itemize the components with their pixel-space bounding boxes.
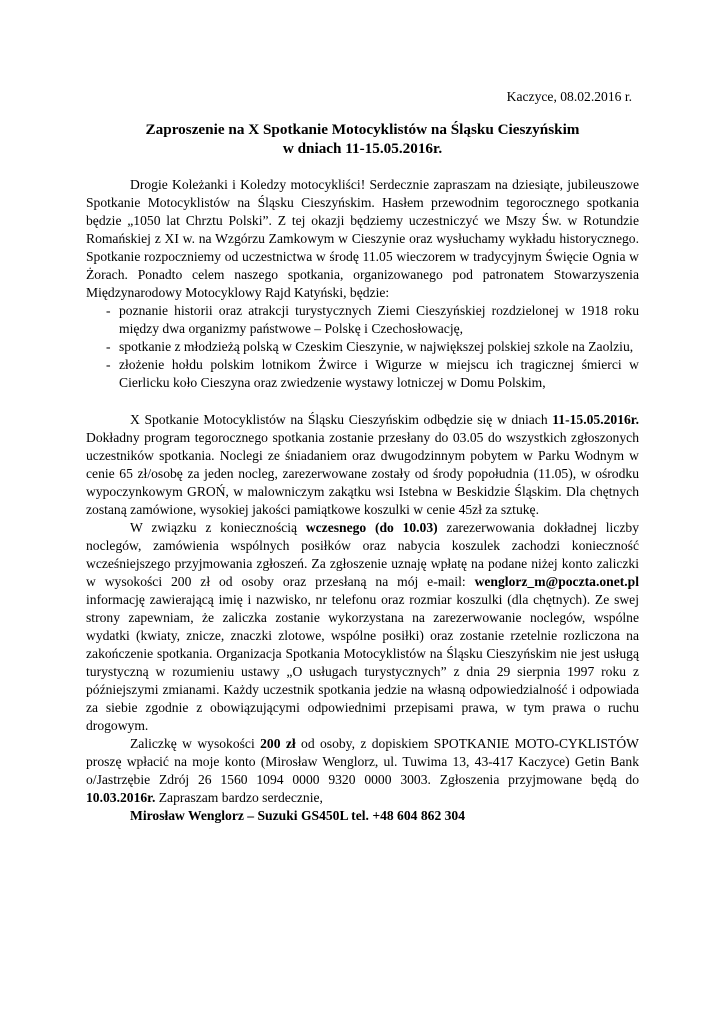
letter-body [86,176,639,825]
intro-paragraph: Drogie Koleżanki i Koledzy motocykliści! Serdecznie zapraszam na dziesiąte, jubileuszowe Spotkanie Motocyklistów na Śląsku Cieszyńskim. Hasłem przewodnim tegorocznego spotkania będzie „1050 lat Chrztu Polski”. Z tej okazji będziemy uczestniczyć we Mszy Św. w Rotundzie Romańskiej z XI w. na Wzgórzu Zamkowym w Cieszynie oraz wysłuchamy wykładu historycznego. Spotkanie rozpoczniemy od uczestnictwa w środę 11.05 wieczorem w tradycyjnym Święcie Ognia w Żorach. Ponadto celem naszego spotkania, organizowanego pod patronatem Stowarzyszenia Międzynarodowy Motocyklowy Rajd Katyński, będzie: [86,177,639,300]
payment-text-3: Zapraszam bardzo serdecznie, [155,790,323,805]
registration-text-3: informację zawierającą imię i nazwisko, nr telefonu oraz rozmiar koszulki (dla chętnych). Ze swej strony zapewniam, że zaliczka zostanie wykorzystana na zarezerwowanie noclegów, wspólne wydatki (kwiaty, znicze, znaczki zlotowe, wspólne posiłki) oraz zostanie rzetelnie rozliczona na zakończenie spotkania. Organizacja Spotkania Motocyklistów na Śląsku Cieszyńskim nie jest usługą turystyczną w rozumieniu ustawy „O usługach turystycznych” z dnia 29 sierpnia 1997 roku z późniejszymi zmianami. Każdy uczestnik spotkania jedzie na własną odpowiedzialność i odpowiada za siebie zgodnie z obowiązującymi odpowiednimi przepisami prawa, w tym prawa o ruchu drogowym. [86,592,639,733]
registration-text: W związku z koniecznością [130,520,306,535]
goals-list [86,302,639,392]
contact-email: wenglorz_m@poczta.onet.pl [474,574,639,589]
list-dash: - [106,303,111,318]
list-dash: - [106,339,111,354]
list-item-text: spotkanie z młodzieżą polską w Czeskim Cieszynie, w największej polskiej szkole na Zaolziu, [119,339,634,354]
registration-paragraph [86,519,639,735]
list-item-text: złożenie hołdu polskim lotnikom Żwirce i Wigurze w miejscu ich tragicznej śmierci w Cierlicku koło Cieszyna oraz zwiedzenie wystawy lotniczej w Domu Polskim, [119,357,639,390]
payment-text-2: od osoby, z dopiskiem SPOTKANIE MOTO-CYKLISTÓW proszę wpłacić na moje konto (Mirosław Wenglorz, ul. Tuwima 13, 43-417 Kaczyce) Getin Bank o/Jastrzębie Zdrój 26 1560 1094 0000 9320 0000 3003. Zgłoszenia przyjmowane będą do [86,736,639,787]
list-dash: - [106,357,111,372]
list-item-text: poznanie historii oraz atrakcji turystycznych Ziemi Cieszyńskiej rozdzielonej w 1918 roku między dwa organizmy państwowe – Polskę i Czechosłowację, [119,303,639,336]
letter-title [86,120,639,158]
signature: Mirosław Wenglorz – Suzuki GS450L tel. +48 604 862 304 [130,808,466,823]
meeting-info-text-2: Dokładny program tegorocznego spotkania zostanie przesłany do 03.05 do wszystkich zgłoszonych uczestników spotkania. Noclegi ze śniadaniem oraz dwugodzinnym pobytem w Parku Wodnym w cenie 65 zł/osobę za jeden nocleg, zarezerwowane zostały od środy popołudnia (11.05), w ośrodku wypoczynkowym GROŃ, w malowniczym zakątku wsi Istebna w Beskidzie Śląskim. Dla chętnych zostaną zamówione, wysokiej jakości pamiątkowe koszulki w cenie 45zł za sztukę. [86,430,639,517]
list-item [86,356,639,392]
early-deadline: wczesnego (do 10.03) [305,520,438,535]
registration-text-2: zarezerwowania dokładnej liczby noclegów, zamówienia wspólnych posiłków oraz nabycia koszulek zachodzi konieczność wcześniejszego przyjmowania zgłoszeń. Za zgłoszenie uznaję wpłatę na podane niżej konto zaliczki w wysokości 200 zł od osoby oraz przesłaną na mój e-mail: [86,520,639,589]
paragraph-gap [86,392,639,411]
payment-paragraph [86,735,639,807]
payment-text: Zaliczkę w wysokości [130,736,261,751]
letter-date: Kaczyce, 08.02.2016 r. [506,89,632,104]
deposit-amount: 200 zł [260,736,296,751]
registration-deadline: 10.03.2016r. [86,790,156,805]
meeting-info-text: X Spotkanie Motocyklistów na Śląsku Cieszyńskim odbędzie się w dniach [130,412,548,427]
meeting-dates: 11-15.05.2016r. [552,412,639,427]
title-line-2: w dniach 11-15.05.2016r. [282,140,443,157]
list-item [86,302,639,338]
title-line-1: Zaproszenie na X Spotkanie Motocyklistów na Śląsku Cieszyńskim [145,121,580,138]
list-item [86,338,639,356]
meeting-info-paragraph [86,411,639,519]
